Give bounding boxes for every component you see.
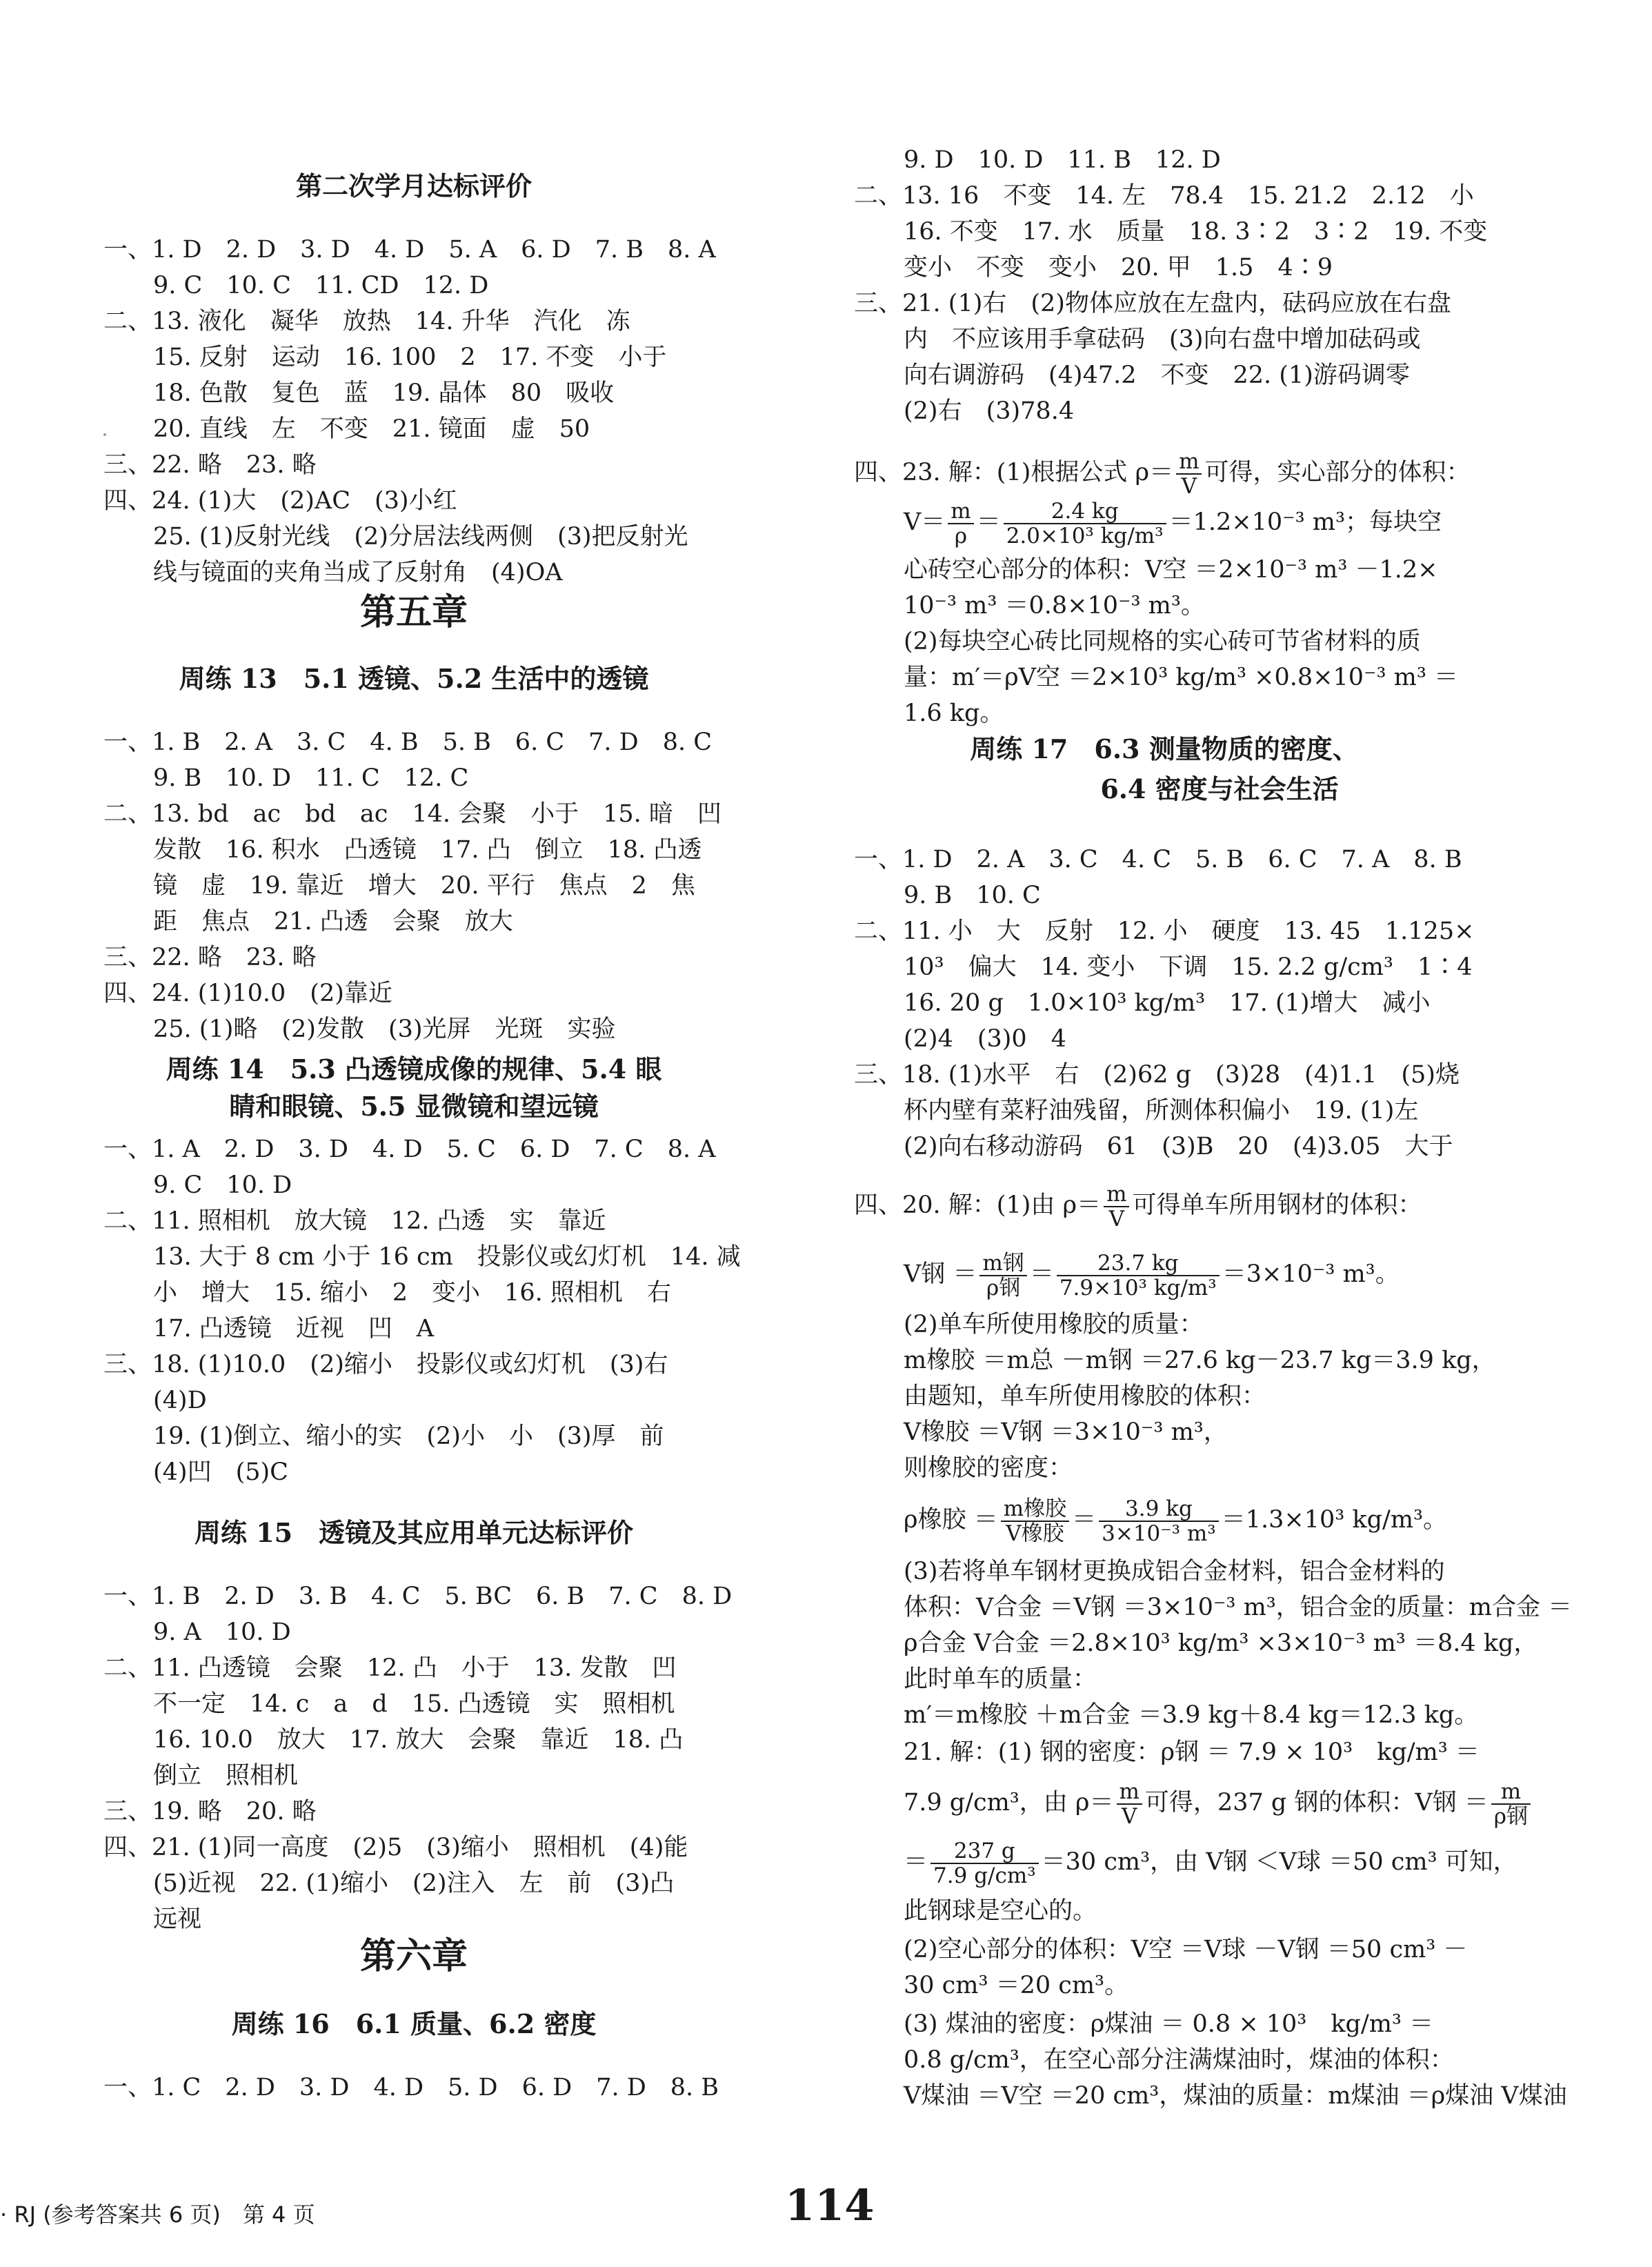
formula-line bbox=[904, 1496, 1447, 1544]
fraction bbox=[1001, 1497, 1069, 1545]
fraction bbox=[1099, 1497, 1219, 1545]
answer-line: 体积：V合金 ＝V钢 ＝3×10⁻³ m³，铝合金的质量：m合金 ＝ bbox=[904, 1594, 1573, 1621]
fraction bbox=[1057, 1251, 1220, 1300]
answer-line: 内 不应该用手拿砝码 (3)向右盘中增加砝码或 bbox=[904, 326, 1421, 353]
answer-line: 20. 直线 左 不变 21. 镜面 虚 50 bbox=[153, 415, 590, 443]
answer-line: (2)向右移动游码 61 (3)B 20 (4)3.05 大于 bbox=[904, 1133, 1453, 1160]
answer-line: 二、11. 照相机 放大镜 12. 凸透 实 靠近 bbox=[103, 1207, 606, 1235]
answer-line: 一、1. A 2. D 3. D 4. D 5. C 6. D 7. C 8. A bbox=[103, 1136, 716, 1163]
answer-line: 此钢球是空心的。 bbox=[904, 1897, 1097, 1925]
answer-line: 25. (1)略 (2)发散 (3)光屏 光斑 实验 bbox=[153, 1016, 616, 1043]
formula-text: ＝3×10⁻³ m³。 bbox=[1222, 1260, 1400, 1288]
answer-line: 一、1. D 2. A 3. C 4. C 5. B 6. C 7. A 8. B bbox=[854, 846, 1462, 873]
fraction bbox=[1004, 499, 1166, 548]
fraction bbox=[1176, 450, 1202, 498]
answer-line: 13. 大于 8 cm 小于 16 cm 投影仪或幻灯机 14. 减 bbox=[153, 1243, 741, 1271]
answer-line: 三、19. 略 20. 略 bbox=[103, 1798, 317, 1825]
formula-line bbox=[904, 1838, 1517, 1886]
answer-line: 二、13. 16 不变 14. 左 78.4 15. 21.2 2.12 小 bbox=[854, 182, 1474, 210]
fraction-numerator: m橡胶 bbox=[1001, 1497, 1069, 1522]
answer-line: 9. B 10. C bbox=[904, 882, 1041, 909]
answer-line: 二、11. 凸透镜 会聚 12. 凸 小于 13. 发散 凹 bbox=[103, 1654, 677, 1682]
answer-line: 21. 解：(1) 钢的密度：ρ钢 ＝ 7.9 × 10³ kg/m³ ＝ bbox=[904, 1739, 1480, 1766]
fraction-denominator: 2.0×10³ kg/m³ bbox=[1006, 523, 1164, 548]
answer-line: 二、13. bd ac bd ac 14. 会聚 小于 15. 暗 凹 bbox=[103, 800, 721, 828]
answer-line: V橡胶 ＝V钢 ＝3×10⁻³ m³， bbox=[904, 1418, 1228, 1446]
answer-line: 向右调游码 (4)47.2 不变 22. (1)游码调零 bbox=[904, 362, 1410, 389]
answer-line: 变小 不变 变小 20. 甲 1.5 4∶9 bbox=[904, 254, 1333, 281]
answer-line: 量：m′＝ρV空 ＝2×10³ kg/m³ ×0.8×10⁻³ m³ ＝ bbox=[904, 664, 1458, 691]
section-title: 周练 13 5.1 透镜、5.2 生活中的透镜 bbox=[179, 663, 649, 694]
formula-text: ＝1.2×10⁻³ m³；每块空 bbox=[1168, 508, 1442, 536]
answer-line: 16. 10.0 放大 17. 放大 会聚 靠近 18. 凸 bbox=[153, 1726, 684, 1754]
section-title: 周练 14 5.3 凸透镜成像的规律、5.4 眼 bbox=[166, 1053, 662, 1085]
section-title: 周练 15 透镜及其应用单元达标评价 bbox=[194, 1517, 634, 1548]
answer-line: 一、1. B 2. A 3. C 4. B 5. B 6. C 7. D 8. C bbox=[103, 729, 712, 756]
formula-text: 四、20. 解：(1)由 ρ＝ bbox=[854, 1191, 1102, 1219]
answer-line: (2)空心部分的体积：V空 ＝V球 －V钢 ＝50 cm³ － bbox=[904, 1936, 1468, 1963]
fraction-denominator: V bbox=[1108, 1206, 1124, 1231]
answer-line: V煤油 ＝V空 ＝20 cm³，煤油的质量：m煤油 ＝ρ煤油 V煤油 bbox=[904, 2082, 1567, 2110]
fraction-numerator: m bbox=[1117, 1780, 1142, 1805]
fraction-numerator: 3.9 kg bbox=[1099, 1497, 1219, 1522]
formula-line bbox=[854, 448, 1471, 497]
answer-line: 二、13. 液化 凝华 放热 14. 升华 汽化 冻 bbox=[103, 308, 630, 335]
answer-line: 发散 16. 积水 凸透镜 17. 凸 倒立 18. 凸透 bbox=[153, 836, 702, 864]
formula-text: V钢 ＝ bbox=[904, 1260, 977, 1288]
fraction-denominator: ρ bbox=[954, 523, 968, 548]
answer-line: 三、22. 略 23. 略 bbox=[103, 944, 317, 971]
answer-line: 二、11. 小 大 反射 12. 小 硬度 13. 45 1.125× bbox=[854, 918, 1475, 945]
answer-line: 10³ 偏大 14. 变小 下调 15. 2.2 g/cm³ 1∶4 bbox=[904, 953, 1473, 981]
answer-line: 一、1. D 2. D 3. D 4. D 5. A 6. D 7. B 8. A bbox=[103, 236, 716, 264]
fraction bbox=[1117, 1780, 1142, 1828]
answer-line: 一、1. C 2. D 3. D 4. D 5. D 6. D 7. D 8. B bbox=[103, 2074, 719, 2101]
answer-line: 不一定 14. c a d 15. 凸透镜 实 照相机 bbox=[153, 1690, 675, 1718]
formula-text: ＝ bbox=[1029, 1260, 1054, 1288]
fraction-denominator: V橡胶 bbox=[1006, 1521, 1064, 1546]
formula-text: V＝ bbox=[904, 508, 946, 536]
page-number: 114 bbox=[785, 2180, 875, 2230]
answer-line: 9. A 10. D bbox=[153, 1618, 291, 1646]
answer-line: 三、18. (1)水平 右 (2)62 g (3)28 (4)1.1 (5)烧 bbox=[854, 1061, 1460, 1089]
answer-line: 9. D 10. D 11. B 12. D bbox=[904, 146, 1221, 174]
formula-text: ＝ bbox=[1072, 1506, 1097, 1534]
answer-line: 由题知，单车所使用橡胶的体积： bbox=[904, 1383, 1266, 1410]
answer-line: 小 增大 15. 缩小 2 变小 16. 照相机 右 bbox=[153, 1279, 671, 1307]
answer-line: m橡胶 ＝m总 －m钢 ＝27.6 kg－23.7 kg＝3.9 kg， bbox=[904, 1347, 1496, 1374]
answer-line: 远视 bbox=[153, 1905, 202, 1933]
answer-line: 10⁻³ m³ ＝0.8×10⁻³ m³。 bbox=[904, 592, 1205, 620]
formula-line bbox=[904, 1779, 1533, 1827]
answer-line: m′＝m橡胶 ＋m合金 ＝3.9 kg＋8.4 kg＝12.3 kg。 bbox=[904, 1701, 1479, 1729]
answer-line: 16. 20 g 1.0×10³ kg/m³ 17. (1)增大 减小 bbox=[904, 989, 1431, 1017]
section-title: 周练 17 6.3 测量物质的密度、 bbox=[970, 733, 1359, 764]
answer-line: 18. 色散 复色 蓝 19. 晶体 80 吸收 bbox=[153, 379, 615, 407]
answer-line: 三、21. (1)右 (2)物体应放在左盘内，砝码应放在右盘 bbox=[854, 290, 1451, 317]
formula-line bbox=[904, 1250, 1400, 1298]
answer-line: 19. (1)倒立、缩小的实 (2)小 小 (3)厚 前 bbox=[153, 1423, 664, 1450]
answer-line: 四、24. (1)大 (2)AC (3)小红 bbox=[103, 487, 457, 515]
answer-line: 15. 反射 运动 16. 100 2 17. 不变 小于 bbox=[153, 344, 667, 371]
fraction-numerator: m钢 bbox=[979, 1251, 1026, 1276]
answer-line: 心砖空心部分的体积：V空 ＝2×10⁻³ m³ －1.2× bbox=[904, 556, 1438, 584]
answer-line: (2)每块空心砖比同规格的实心砖可节省材料的质 bbox=[904, 628, 1421, 655]
speck bbox=[103, 433, 106, 436]
answer-line: 17. 凸透镜 近视 凹 A bbox=[153, 1315, 435, 1343]
answer-line: 镜 虚 19. 靠近 增大 20. 平行 焦点 2 焦 bbox=[153, 872, 695, 900]
answer-line: 0.8 g/cm³，在空心部分注满煤油时，煤油的体积： bbox=[904, 2046, 1454, 2074]
formula-text: 四、23. 解：(1)根据公式 ρ＝ bbox=[854, 459, 1174, 486]
fraction-denominator: 7.9 g/cm³ bbox=[933, 1863, 1036, 1888]
answer-line: (3)若将单车钢材更换成铝合金材料，铝合金材料的 bbox=[904, 1558, 1445, 1585]
answer-line: 9. B 10. D 11. C 12. C bbox=[153, 764, 469, 792]
fraction-denominator: V bbox=[1122, 1803, 1137, 1829]
formula-text: 7.9 g/cm³，由 ρ＝ bbox=[904, 1789, 1114, 1816]
fraction-denominator: 7.9×10³ kg/m³ bbox=[1059, 1275, 1217, 1300]
fraction bbox=[1491, 1780, 1531, 1828]
answer-line: (2)单车所使用橡胶的质量： bbox=[904, 1311, 1204, 1338]
formula-text: ＝1.3×10³ kg/m³。 bbox=[1221, 1506, 1448, 1534]
chapter-heading: 第六章 bbox=[359, 1935, 468, 1977]
formula-text: ＝ bbox=[976, 508, 1001, 536]
fraction-numerator: m bbox=[1491, 1780, 1531, 1805]
answer-line: 16. 不变 17. 水 质量 18. 3∶2 3∶2 19. 不变 bbox=[904, 218, 1488, 246]
answer-line: 则橡胶的密度： bbox=[904, 1454, 1073, 1482]
formula-text: ＝ bbox=[904, 1848, 928, 1876]
answer-line: (5)近视 22. (1)缩小 (2)注入 左 前 (3)凸 bbox=[153, 1870, 675, 1897]
formula-line bbox=[904, 498, 1442, 546]
formula-text: ρ橡胶 ＝ bbox=[904, 1506, 998, 1534]
answer-line: 此时单车的质量： bbox=[904, 1665, 1097, 1693]
fraction-numerator: 2.4 kg bbox=[1004, 499, 1166, 524]
answer-line: (2)右 (3)78.4 bbox=[904, 397, 1075, 425]
answer-line: 1.6 kg。 bbox=[904, 700, 1004, 727]
section-title: 睛和眼镜、5.5 显微镜和望远镜 bbox=[229, 1091, 599, 1122]
answer-line: (4)凹 (5)C bbox=[153, 1458, 288, 1486]
fraction-denominator: V bbox=[1181, 473, 1197, 499]
chapter-heading: 第五章 bbox=[359, 591, 468, 633]
answer-line: 9. C 10. C 11. CD 12. D bbox=[153, 272, 489, 299]
section-title: 周练 16 6.1 质量、6.2 密度 bbox=[231, 2008, 597, 2039]
fraction-denominator: ρ钢 bbox=[986, 1275, 1021, 1300]
section-title: 第二次学月达标评价 bbox=[295, 170, 532, 201]
answer-line: 线与镜面的夹角当成了反射角 (4)OA bbox=[153, 559, 563, 586]
answer-line: 30 cm³ ＝20 cm³。 bbox=[904, 1972, 1129, 1999]
fraction bbox=[1104, 1182, 1129, 1231]
formula-text: 可得，实心部分的体积： bbox=[1204, 459, 1471, 486]
formula-text: 可得，237 g 钢的体积：V钢 ＝ bbox=[1144, 1789, 1489, 1816]
answer-line: (2)4 (3)0 4 bbox=[904, 1025, 1066, 1053]
formula-text: ＝30 cm³，由 V钢 ＜V球 ＝50 cm³ 可知， bbox=[1041, 1848, 1517, 1876]
answer-line: 四、21. (1)同一高度 (2)5 (3)缩小 照相机 (4)能 bbox=[103, 1834, 688, 1861]
fraction-numerator: m bbox=[1176, 450, 1202, 475]
fraction-numerator: m bbox=[1104, 1182, 1129, 1207]
answer-line: 一、1. B 2. D 3. B 4. C 5. BC 6. B 7. C 8. D bbox=[103, 1583, 733, 1610]
formula-line bbox=[854, 1181, 1422, 1229]
fraction-denominator: ρ钢 bbox=[1493, 1803, 1529, 1829]
formula-text: 可得单车所用钢材的体积： bbox=[1132, 1191, 1422, 1219]
answer-line: ρ合金 V合金 ＝2.8×10³ kg/m³ ×3×10⁻³ m³ ＝8.4 kg， bbox=[904, 1630, 1538, 1657]
answer-line: 倒立 照相机 bbox=[153, 1762, 299, 1790]
answer-line: 杯内壁有菜籽油残留，所测体积偏小 19. (1)左 bbox=[904, 1097, 1419, 1125]
answer-line: (4)D bbox=[153, 1387, 207, 1414]
fraction-numerator: 23.7 kg bbox=[1057, 1251, 1220, 1276]
fraction-numerator: m bbox=[948, 499, 973, 524]
fraction-numerator: 237 g bbox=[931, 1839, 1039, 1864]
fraction bbox=[979, 1251, 1026, 1300]
section-title: 6.4 密度与社会生活 bbox=[1100, 773, 1339, 804]
fraction bbox=[948, 499, 973, 548]
answer-line: 9. C 10. D bbox=[153, 1171, 292, 1199]
answer-line: (3) 煤油的密度：ρ煤油 ＝ 0.8 × 10³ kg/m³ ＝ bbox=[904, 2010, 1434, 2038]
footer-caption: · RJ (参考答案共 6 页) 第 4 页 bbox=[0, 2201, 315, 2228]
answer-line: 距 焦点 21. 凸透 会聚 放大 bbox=[153, 908, 513, 935]
fraction bbox=[931, 1839, 1039, 1888]
answer-line: 三、18. (1)10.0 (2)缩小 投影仪或幻灯机 (3)右 bbox=[103, 1351, 668, 1378]
answer-line: 四、24. (1)10.0 (2)靠近 bbox=[103, 980, 392, 1007]
fraction-denominator: 3×10⁻³ m³ bbox=[1102, 1521, 1216, 1546]
answer-line: 25. (1)反射光线 (2)分居法线两侧 (3)把反射光 bbox=[153, 523, 688, 551]
answer-line: 三、22. 略 23. 略 bbox=[103, 451, 317, 479]
